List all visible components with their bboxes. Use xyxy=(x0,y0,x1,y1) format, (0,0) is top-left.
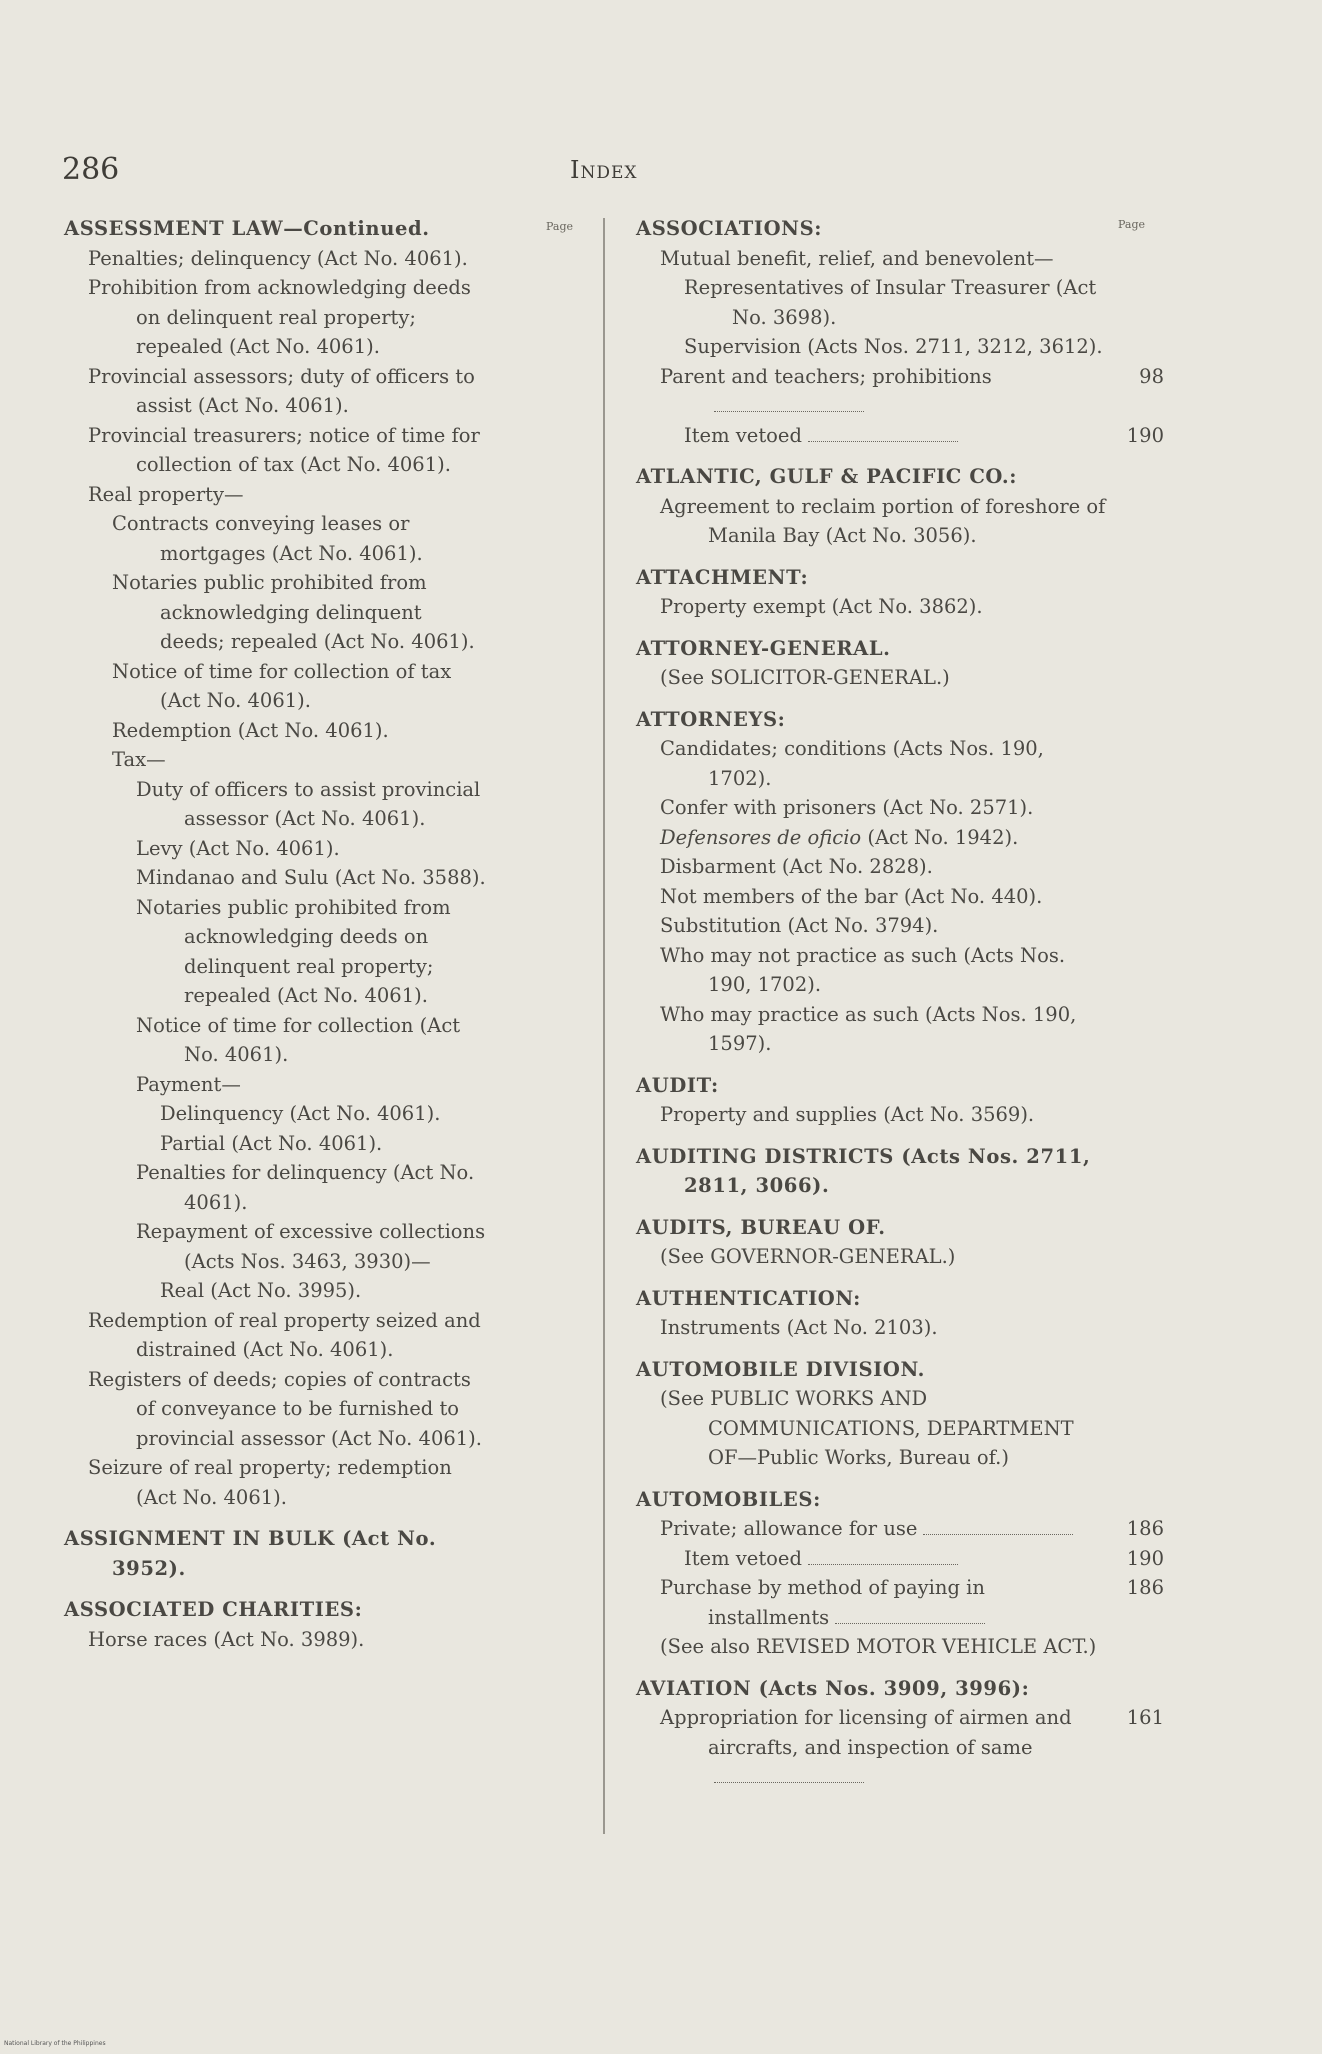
entry-text: (See also REVISED MOTOR VEHICLE ACT.) xyxy=(660,1635,1097,1658)
index-heading xyxy=(636,1284,1164,1314)
entry-text: Candidates; conditions (Acts Nos. 190, 1702). xyxy=(660,737,1044,790)
entry-text: (See PUBLIC WORKS AND COMMUNICATIONS, DEPARTMENT OF—Public Works, Bureau of.) xyxy=(660,1387,1074,1469)
page-ref: 190 xyxy=(1126,423,1164,447)
entry-text: Property exempt (Act No. 3862). xyxy=(660,595,983,618)
index-heading xyxy=(636,634,1164,664)
entry-text: Notice of time for collection of tax (Act No. 4061). xyxy=(112,659,452,712)
page-ref: 161 xyxy=(1126,1706,1164,1729)
index-entry xyxy=(64,480,544,510)
index-entry xyxy=(64,716,544,746)
entry-text: Confer with prisoners (Act No. 2571). xyxy=(660,796,1034,819)
index-heading xyxy=(636,1142,1164,1201)
index-entry xyxy=(64,1158,544,1217)
entry-text: Mutual benefit, relief, and benevolent— xyxy=(660,246,1054,270)
index-entry xyxy=(636,332,1164,362)
entry-text: Who may practice as such (Acts Nos. 190, 1597). xyxy=(660,1002,1077,1055)
index-heading xyxy=(64,214,544,244)
index-entry xyxy=(64,1453,544,1512)
index-entry xyxy=(636,734,1164,793)
index-entry xyxy=(636,592,1164,622)
entry-text: AUTHENTICATION: xyxy=(636,1286,861,1310)
entry-text: AUTOMOBILE DIVISION. xyxy=(636,1357,926,1381)
index-entry xyxy=(64,1276,544,1306)
index-column-left xyxy=(64,214,544,1654)
index-entry xyxy=(64,745,544,775)
index-entry xyxy=(64,1365,544,1454)
index-entry xyxy=(64,1099,544,1129)
entry-text: Supervision (Acts Nos. 2711, 3212, 3612). xyxy=(684,335,1103,358)
entry-text: Horse races (Act No. 3989). xyxy=(88,1627,365,1651)
index-entry xyxy=(64,1011,544,1070)
entry-text: AVIATION (Acts Nos. 3909, 3996): xyxy=(636,1676,1030,1700)
page-ref: 98 xyxy=(1139,364,1164,388)
index-entry xyxy=(636,1632,1164,1662)
index-entry xyxy=(64,509,544,568)
index-entry xyxy=(64,1306,544,1365)
index-entry xyxy=(636,244,1164,274)
entry-text: Purchase by method of paying in installments xyxy=(660,1576,985,1629)
entry-text: (See SOLICITOR-GENERAL.) xyxy=(660,666,950,689)
index-entry xyxy=(636,852,1164,882)
entry-text: Item vetoed xyxy=(684,423,802,447)
index-entry xyxy=(636,362,1164,421)
entry-text: ASSOCIATIONS: xyxy=(636,217,823,240)
index-column-right xyxy=(636,214,1164,1792)
entry-text: Defensores de oficio (Act No. 1942). xyxy=(660,825,1019,849)
dot-leader xyxy=(714,1782,864,1783)
entry-text: Duty of officers to assist provincial assessor (Act No. 4061). xyxy=(136,777,481,830)
index-heading xyxy=(636,705,1164,735)
entry-text: Private; allowance for use xyxy=(660,1517,918,1540)
index-entry xyxy=(64,863,544,893)
index-entry xyxy=(64,657,544,716)
index-entry xyxy=(636,1573,1164,1632)
entry-text: Partial (Act No. 4061). xyxy=(160,1131,383,1155)
dot-leader xyxy=(714,411,864,412)
entry-text: Registers of deeds; copies of contracts of conveyance to be furnished to provincial assessor (Act No. 4061). xyxy=(88,1367,482,1450)
entry-text: Property and supplies (Act No. 3569). xyxy=(660,1103,1035,1126)
entry-text: AUTOMOBILES: xyxy=(636,1487,821,1511)
entry-text: Item vetoed xyxy=(684,1546,802,1570)
index-entry xyxy=(64,1129,544,1159)
entry-text: Who may not practice as such (Acts Nos. 190, 1702). xyxy=(660,943,1066,996)
page-column-label-right: Page xyxy=(1118,218,1146,231)
index-heading xyxy=(636,1213,1164,1243)
index-heading xyxy=(636,563,1164,593)
index-entry xyxy=(636,663,1164,693)
entry-text: Contracts conveying leases or mortgages (Act No. 4061). xyxy=(112,512,423,565)
entry-text: Delinquency (Act No. 4061). xyxy=(160,1102,441,1125)
entry-text: Parent and teachers; prohibitions xyxy=(660,364,992,388)
index-heading xyxy=(64,1595,544,1625)
index-entry xyxy=(636,1313,1164,1343)
entry-text: Seizure of real property; redemption (Act No. 4061). xyxy=(88,1456,452,1509)
entry-text: Prohibition from acknowledging deeds on delinquent real property; repealed (Act No. 4061). xyxy=(88,276,471,358)
index-heading xyxy=(64,1524,544,1583)
index-entry xyxy=(636,941,1164,1000)
index-heading xyxy=(636,462,1164,492)
dot-leader xyxy=(835,1623,985,1624)
entry-text: Redemption of real property seized and distrained (Act No. 4061). xyxy=(88,1308,481,1361)
index-entry xyxy=(636,882,1164,912)
entry-text: Notice of time for collection (Act No. 4061). xyxy=(136,1013,461,1066)
index-entry xyxy=(64,1070,544,1100)
entry-text: Appropriation for licensing of airmen and aircrafts, and inspection of same xyxy=(660,1706,1072,1759)
index-heading xyxy=(636,1674,1164,1704)
index-entry xyxy=(64,1217,544,1276)
entry-text: Penalties for delinquency (Act No. 4061). xyxy=(136,1161,475,1214)
index-entry xyxy=(636,1000,1164,1059)
entry-text: Disbarment (Act No. 2828). xyxy=(660,855,933,878)
index-entry xyxy=(64,1625,544,1655)
index-entry xyxy=(64,893,544,1011)
entry-text: ATLANTIC, GULF & PACIFIC CO.: xyxy=(636,465,1018,488)
entry-text: Penalties; delinquency (Act No. 4061). xyxy=(88,246,468,270)
column-divider xyxy=(603,218,605,1834)
entry-text: AUDITING DISTRICTS (Acts Nos. 2711, 2811, 3066). xyxy=(636,1144,1091,1197)
index-entry xyxy=(64,273,544,362)
page-column-label-left: Page xyxy=(546,220,574,233)
index-entry xyxy=(64,775,544,834)
index-entry xyxy=(636,1100,1164,1130)
entry-text: ATTACHMENT: xyxy=(636,565,809,589)
entry-text: Real property— xyxy=(88,482,244,506)
index-entry xyxy=(64,834,544,864)
entry-text: Notaries public prohibited from acknowledging delinquent deeds; repealed (Act No. 4061). xyxy=(112,571,475,653)
index-entry xyxy=(636,911,1164,941)
index-entry xyxy=(64,568,544,657)
entry-text: Substitution (Act No. 3794). xyxy=(660,914,939,937)
entry-text: Redemption (Act No. 4061). xyxy=(112,718,389,742)
index-entry xyxy=(636,1514,1164,1544)
page-ref: 190 xyxy=(1126,1546,1164,1570)
scan-footer: National Library of the Philippines xyxy=(4,2040,106,2047)
entry-text: Instruments (Act No. 2103). xyxy=(660,1316,938,1339)
page-number: 286 xyxy=(62,152,120,187)
index-entry xyxy=(64,244,544,274)
entry-text: AUDIT: xyxy=(636,1073,719,1097)
entry-text: Repayment of excessive collections (Acts Nos. 3463, 3930)— xyxy=(136,1220,486,1273)
entry-text: ATTORNEYS: xyxy=(636,707,786,731)
entry-text: Provincial assessors; duty of officers to assist (Act No. 4061). xyxy=(88,364,475,417)
entry-text: Not members of the bar (Act No. 440). xyxy=(660,884,1043,908)
index-heading xyxy=(636,1485,1164,1515)
index-entry xyxy=(636,421,1164,451)
entry-text: Provincial treasurers; notice of time for collection of tax (Act No. 4061). xyxy=(88,423,480,476)
page-ref: 186 xyxy=(1126,1576,1164,1599)
dot-leader xyxy=(808,441,958,442)
index-entry xyxy=(636,1544,1164,1574)
entry-text: ATTORNEY-GENERAL. xyxy=(636,636,891,660)
index-entry xyxy=(636,793,1164,823)
entry-text: (See GOVERNOR-GENERAL.) xyxy=(660,1245,956,1268)
page-ref: 186 xyxy=(1126,1517,1164,1540)
dot-leader xyxy=(923,1534,1073,1535)
index-entry xyxy=(636,1703,1164,1792)
entry-text: AUDITS, BUREAU OF. xyxy=(636,1215,886,1239)
entry-text: ASSIGNMENT IN BULK (Act No. 3952). xyxy=(64,1527,437,1580)
index-entry xyxy=(64,421,544,480)
page-heading: Index xyxy=(570,156,638,184)
dot-leader xyxy=(808,1564,958,1565)
entry-text: Mindanao and Sulu (Act No. 3588). xyxy=(136,866,486,889)
index-entry xyxy=(636,1242,1164,1272)
entry-text: ASSOCIATED CHARITIES: xyxy=(64,1598,363,1621)
entry-text: Representatives of Insular Treasurer (Act No. 3698). xyxy=(684,276,1097,329)
index-entry xyxy=(64,362,544,421)
index-entry xyxy=(636,273,1164,332)
index-heading xyxy=(636,1355,1164,1385)
entry-text: Notaries public prohibited from acknowledging deeds on delinquent real property; repealed (Act No. 4061). xyxy=(136,895,451,1007)
entry-text: ASSESSMENT LAW—Continued. xyxy=(64,217,430,240)
entry-text: Levy (Act No. 4061). xyxy=(136,836,340,860)
entry-text: Agreement to reclaim portion of foreshore of Manila Bay (Act No. 3056). xyxy=(660,494,1106,547)
index-entry xyxy=(636,1384,1164,1473)
index-entry xyxy=(636,823,1164,853)
entry-text: Payment— xyxy=(136,1072,241,1096)
index-entry xyxy=(636,492,1164,551)
index-heading xyxy=(636,214,1164,244)
entry-text: Real (Act No. 3995). xyxy=(160,1279,362,1302)
entry-text: Tax— xyxy=(112,748,166,771)
index-heading xyxy=(636,1071,1164,1101)
